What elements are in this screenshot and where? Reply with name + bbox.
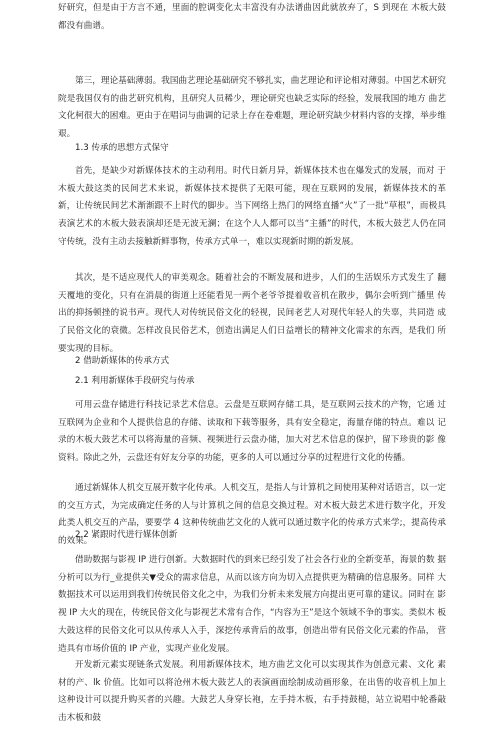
section-heading-1-3: 1.3 传承的思想方式保守	[75, 143, 169, 153]
paragraph-data-ip: 借助数据与影视 IP 进行创新。大数据时代的到来已经引发了社会各行业的全新变革，海景的数 据分析可以为行_业提供关▼受众的需求信息，从而以该方向为切入点提供更为精确的信息服务。同样 大数据技术可以运用到我们传统民俗文化之中，为我们分析未来发展方向提出更可靠的建议。同时在 影视 IP 大火的现在，传统民俗文化与影视艺术常有合作，“内容为王”是这个领域不争的事实。类似木 板大鼓这样的民俗文化可以从传承人入手，深挖传承背后的故事，创造出带有民俗文化元素的作品， 营造具有市场价值的 IP 产业，实现产业化发展。	[58, 555, 446, 654]
section-heading-2: 2 借助新媒体的传承方式	[75, 356, 170, 366]
paragraph-theory-basis: 第三，理论基础薄弱。我国曲艺理论基础研究不够扎实，曲艺理论和评论相对薄弱。中国艺术研究院是我国仅有的曲艺研究机构，且研究人员稀少，理论研究也缺乏实际的经验，发展我国的地方 曲艺文化柯很大的困难。更由于在唱词与曲调的记录上存在卷难题，理论研究缺少材料内容的支撑，举步维艰。	[58, 76, 446, 140]
section-heading-2-2: 2.2 紧跟时代进行媒体创新	[75, 530, 178, 540]
paragraph-cloud-storage: 可用云盘存储进行科技记录艺术信息。云盘是互联网存储工具，是互联网云技术的产物，它通 过互联网为企业和个人提供信息的存储、读取和下载等服务，具有安全稳定，海量存储的特点。难以 记录的木板大鼓艺术可以将海量的音频、视频进行云盘办储，加大对艺术信息的保护，留下珍贵的影 像资料。除此之外，云盘还有好友分享的功能，更多的人可以通过分享的过程进行文化的传播。	[58, 400, 446, 464]
paragraph-hci: 通过新媒体人机交互展开数字化传承。人机交互，是指人与计算机之间使用某种对话语言，以一定 的交互方式，为完成确定任务的人与计算机之间的信息交换过程。对木板大鼓艺术进行数字化，开发 此类人机交互的产品，要要学 4 这种传统曲艺文化的人就可以通过数字化的传承方式来学;，提高传承的效果。	[58, 483, 446, 547]
paragraph-intro-tail: 好研究，但是由于方言不通，里面的腔调变化太丰富没有办法谱曲因此就放弃了，S 到现在 木板大鼓都没有曲谱。	[58, 3, 446, 31]
paragraph-new-media-usage: 首先，是缺少对新媒体技术的主动利用。时代日新月异，新媒体技术也在爆发式的发展，而对 于木板大鼓这类的民间艺术来说，新媒体技术提供了无限可能，现在互联网的发展，新媒体技术的革 新，让传统民间艺术渐渐跟不上时代的脚步。当下网络上热门的网络直播“火”了一批“草根”，而极具 表演艺术的木板大鼓表演却还是无波无澜；在这个人人都可以当“主播”的时代，木板大鼓艺人仍在同 守传统，没有主动去接触新鲜事物，传承方式单一，难以实现新时期的新发展。	[58, 166, 446, 247]
section-heading-2-1: 2.1 利用新媒体手段研究与传承	[75, 376, 195, 386]
paragraph-aesthetic: 其次，是不适应现代人的审美观念。随着社会的不断发展和进步，人们的生活娱乐方式发生了 翻天覆地的变化，只有在消晨的街道上还能看见一两个老爷爷提着收音机在散步，偶尔会听到广播里 传出的抑扬顿挫的说书声。现代人对传统民俗文化的轻视，民间老艺人对现代年轻人的失辜，共同造 成了民俗文化的衰微。怎样改良民俗艺术，创造出满足人们日益增长的精神文化需求的东西，是我们 所要实现的目标。	[58, 273, 446, 354]
paragraph-new-elements: 开发新元素实现链条式发展。利用新媒体技术，地方曲艺文化可以实现其作为创意元素、文化 素材的产、lk 价值。比如可以将沧州木板大鼓艺人的表演画面绘制成动画形象，在出售的收音机上加上 这种设计可以提升购买者的兴趣。大鼓艺人身穿长袍，左手持木板，右手持鼓槌，站立说唱中轮番敲 击木板和鼓	[58, 660, 446, 724]
